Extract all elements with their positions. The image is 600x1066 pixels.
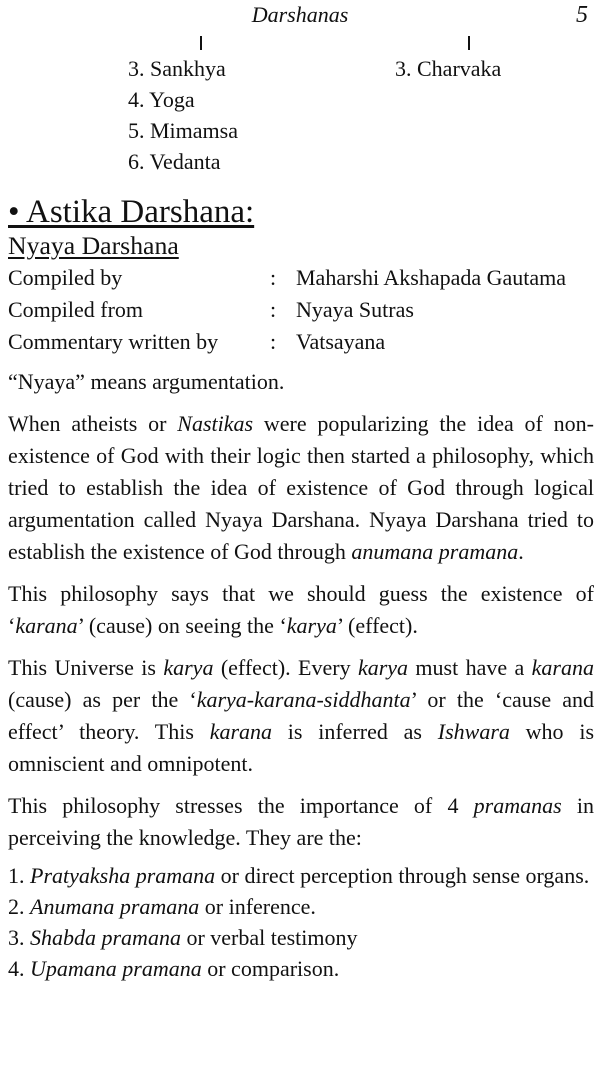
page-number: 5 [576,2,588,28]
list-item: 3. Sankhya [128,56,226,81]
meta-key: Commentary written by [8,329,219,354]
section-heading: • Astika Darshana: [8,194,255,230]
nastika-list-continued [395,53,501,84]
sub-heading: Nyaya Darshana [8,231,179,260]
meta-row [8,294,586,326]
astika-list-continued [128,53,238,177]
tree-connector-left [200,36,202,50]
meta-separator: : [270,329,277,354]
meta-value: Maharshi Akshapada Gautama [296,265,567,290]
tree-connector-right [468,36,470,50]
pramanas-list [8,860,594,984]
page-body [8,196,594,984]
paragraph-karana: This philosophy says that we should guess the existence of ‘karana’ (cause) on seeing the ‘karya’ (effect). [8,581,594,638]
meta-value: Nyaya Sutras [296,297,414,322]
meta-key: Compiled from [8,297,144,322]
meta-separator: : [270,265,277,290]
running-head [0,2,600,28]
list-item: 1. Pratyaksha pramana or direct perception through sense organs. [8,863,590,888]
list-item: 6. Vedanta [128,149,221,174]
list-item: 2. Anumana pramana or inference. [8,894,316,919]
paragraph-origin: When atheists or Nastikas were popularizing the idea of non-existence of God with their logic then started a philosophy, which tried to establish the idea of existence of God through logical argumentation called Nyaya Darshana. Nyaya Darshana tried to establish the existence of God through anumana pramana. [8,411,594,564]
meta-row [8,262,586,294]
meta-row [8,326,586,358]
paragraph-universe: This Universe is karya (effect). Every karya must have a karana (cause) as per the ‘karya-karana-siddhanta’ or the ‘cause and effect’ theory. This karana is inferred as Ishwara who is omniscient and omnipotent. [8,655,595,776]
list-item: 5. Mimamsa [128,118,238,143]
running-title: Darshanas [251,2,349,27]
list-item: 3. Charvaka [395,56,502,81]
list-item: 3. Shabda pramana or verbal testimony [8,925,358,950]
meta-separator: : [270,297,277,322]
list-item: 4. Upamana pramana or comparison. [8,956,340,981]
meta-key: Compiled by [8,265,123,290]
paragraph-pramanas: This philosophy stresses the importance of 4 pramanas in perceiving the knowledge. They are the: [8,793,594,850]
list-item: 4. Yoga [128,87,195,112]
meta-value: Vatsayana [296,329,386,354]
metadata-table [8,262,586,358]
paragraph-definition: “Nyaya” means argumentation. [8,369,285,394]
